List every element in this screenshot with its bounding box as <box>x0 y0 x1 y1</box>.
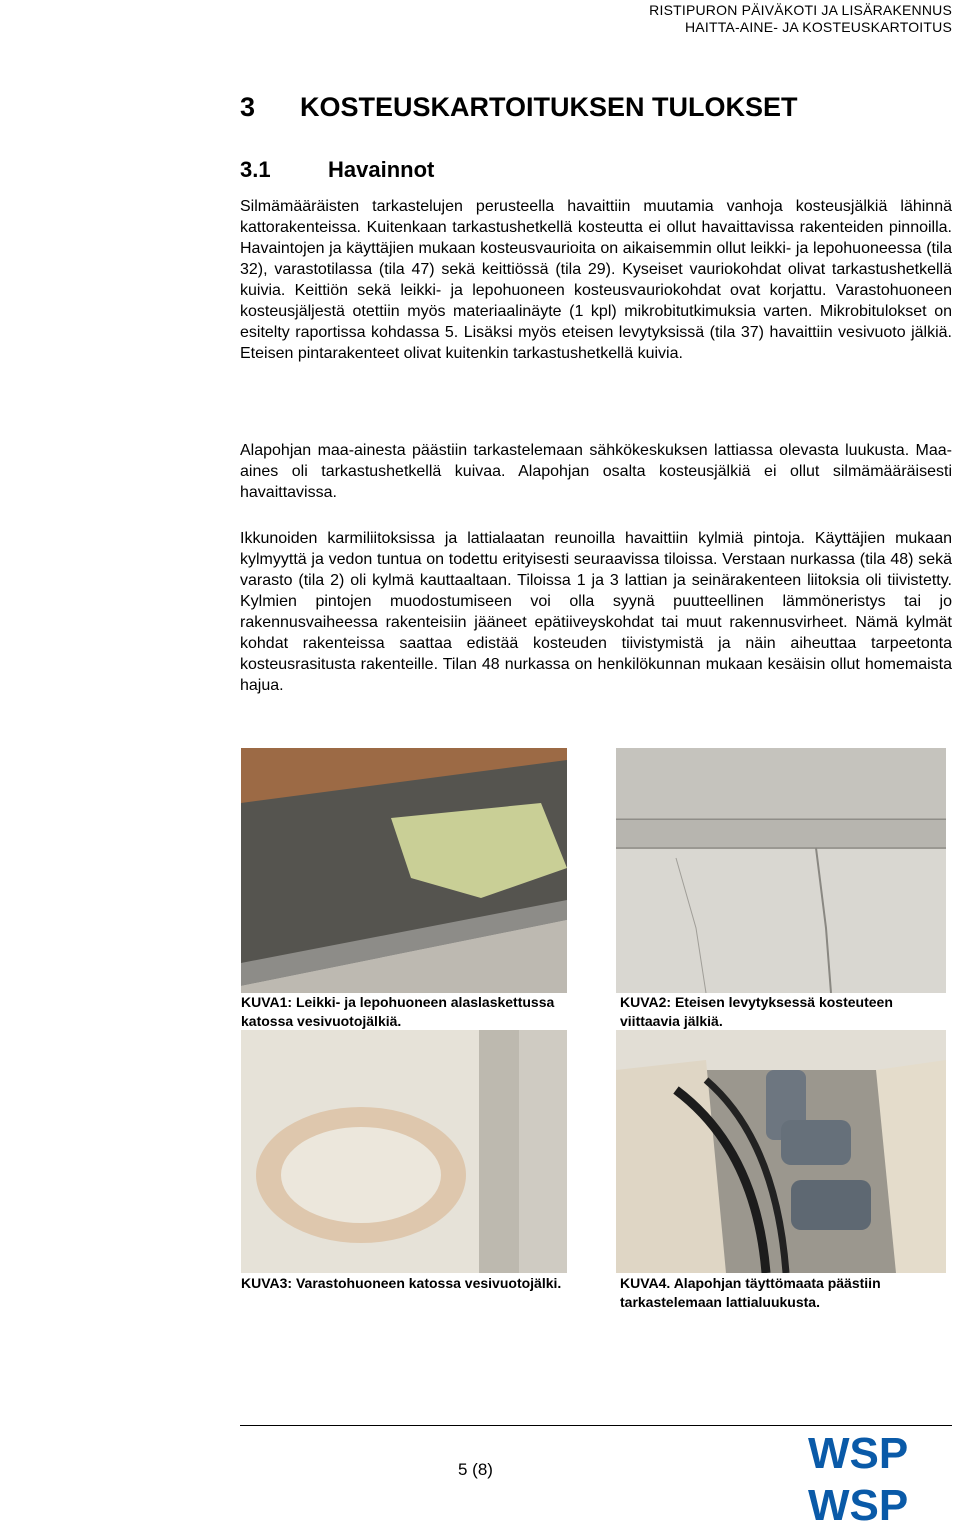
subsection-number: 3.1 <box>240 157 271 182</box>
caption-kuva4 <box>620 1274 920 1312</box>
subsection-heading <box>240 157 434 183</box>
paragraph-2: Alapohjan maa-ainesta päästiin tarkastelemaan sähkökeskuksen lattiassa olevasta luukusta. Maa-aines oli tarkastushetkellä kuivaa. Alapohjan osalta kosteusjälkiä ei ollut silmämääräisesti havaittavissa. <box>240 442 952 501</box>
caption-kuva1-text: Leikki- ja lepohuoneen alaslaskettussa katossa vesivuotojälkiä. <box>241 994 555 1029</box>
section-heading <box>240 92 798 123</box>
photo-kuva4 <box>616 1030 946 1273</box>
photo-kuva1 <box>241 748 567 993</box>
section-title: KOSTEUSKARTOITUKSEN TULOKSET <box>300 92 798 122</box>
paragraph-1: Silmämääräisten tarkastelujen perusteella havaittiin muutamia vanhoja kosteusjälkiä lähinnä kattorakenteissa. Kuitenkaan tarkastushetkellä kosteutta ei ollut havaittavissa rakenteiden pinnoilla. Havaintojen ja käyttäjien mukaan kosteusvaurioita on aikaisemmin ollut leikki- ja lepohuoneessa (tila 32), varastotilassa (tila 47) sekä keittiössä (tila 29). Kyseiset vauriokohdat olivat tarkastushetkellä kuivia. Keittiön sekä leikki- ja lepohuoneen kosteusvauriokohdat ovat korjattu. Varastohuoneen kosteusjäljestä otettiin myös materiaalinäyte (1 kpl) mikrobitutkimuksia varten. Mikrobitulokset on esitelty raportissa kohdassa 5. Lisäksi myös eteisen levytyksissä (tila 37) havaittiin vesivuoto jälkiä. Eteisen pintarakenteet olivat kuitenkin tarkastushetkellä kuivia. <box>240 198 952 362</box>
svg-text:WSP: WSP <box>808 1429 909 1474</box>
caption-kuva2-text: Eteisen levytyksessä kosteuteen viittaavia jälkiä. <box>620 994 893 1029</box>
caption-kuva3 <box>241 1274 581 1293</box>
page-number: 5 (8) <box>458 1460 493 1479</box>
footer-rule <box>240 1425 952 1426</box>
caption-kuva3-text: Varastohuoneen katossa vesivuotojälki. <box>295 1275 562 1291</box>
wsp-logo-bottom <box>804 1480 954 1526</box>
caption-kuva2 <box>620 993 952 1031</box>
caption-kuva3-label: KUVA3: <box>241 1275 293 1291</box>
running-header <box>649 2 952 36</box>
photo-kuva2 <box>616 748 946 993</box>
caption-kuva1-label: KUVA1: <box>241 994 293 1010</box>
wsp-logo-top <box>804 1428 954 1474</box>
caption-kuva2-label: KUVA2: <box>620 994 672 1010</box>
svg-text:WSP: WSP <box>808 1481 909 1526</box>
subsection-title: Havainnot <box>328 157 435 182</box>
header-line-1: RISTIPURON PÄIVÄKOTI JA LISÄRAKENNUS <box>649 2 952 18</box>
photo-kuva3 <box>241 1030 567 1273</box>
paragraph-3: Ikkunoiden karmiliitoksissa ja lattialaatan reunoilla havaittiin kylmiä pintoja. Käyttäjien mukaan kylmyyttä ja vedon tuntua on todettu erityisesti seuraavissa tiloissa. Verstaan nurkassa (tila 48) sekä varasto (tila 2) oli kylmä kauttaaltaan. Tiloissa 1 ja 3 lattian ja seinärakenteen liitoksia oli tiivistetty. Kylmien pintojen muodostumiseen voi olla syynä puutteellinen lämmöneristys tai jo rakennusvaiheessa rakenteisiin jääneet epätiiveyskohdat tai muut rakennusvirheet. Nämä kylmät kohdat rakenteissa saattaa edistää kosteuden tiivistymistä ja näin aiheuttaa tarpeetonta kosteusrasitusta rakenteille. Tilan 48 nurkassa on henkilökunnan mukaan kesäisin ollut homemaista hajua. <box>240 530 952 694</box>
section-number: 3 <box>240 92 256 122</box>
header-line-2: HAITTA-AINE- JA KOSTEUSKARTOITUS <box>685 19 952 35</box>
caption-kuva1 <box>241 993 581 1031</box>
caption-kuva4-text: Alapohjan täyttömaata päästiin tarkastelemaan lattialuukusta. <box>620 1275 881 1310</box>
caption-kuva4-label: KUVA4. <box>620 1275 671 1291</box>
